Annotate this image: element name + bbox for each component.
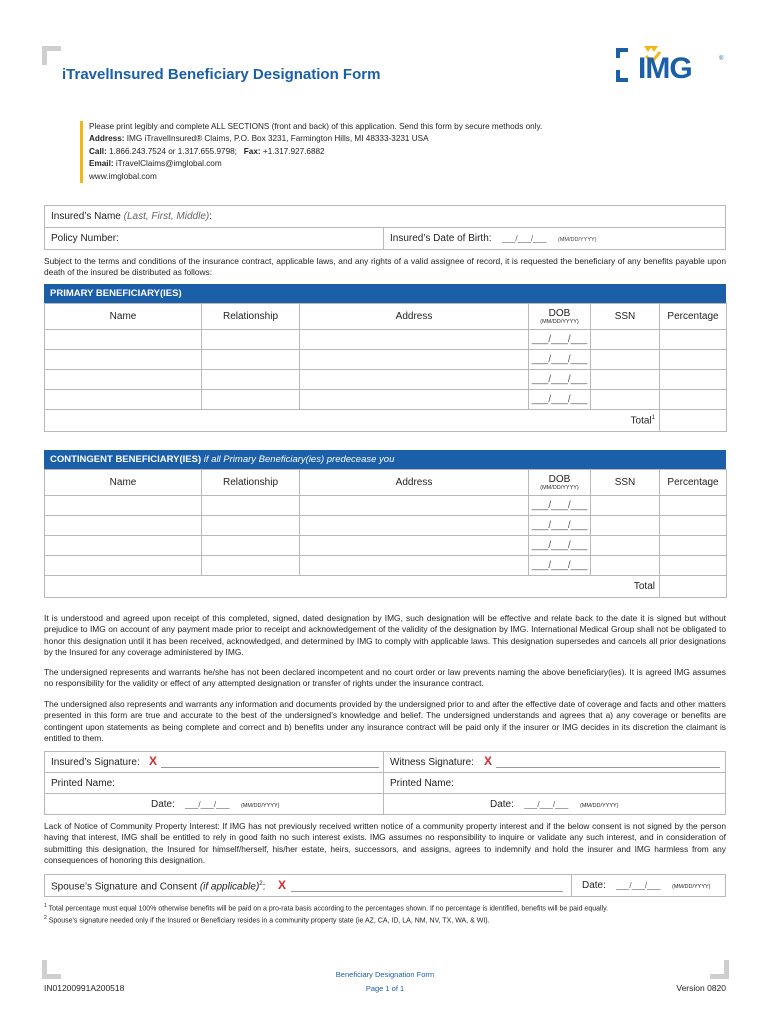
logo-registered: ® bbox=[719, 56, 724, 62]
col-relationship: Relationship bbox=[202, 470, 300, 496]
intro-address: Address: IMG iTravelInsured® Claims, P.O. Box 3231, Farmington Hills, MI 48333-3231 USA bbox=[89, 134, 429, 144]
signature-x-mark: X bbox=[484, 754, 493, 768]
form-code: IN01200991A200518 bbox=[44, 983, 125, 993]
printed-name-label: Printed Name: bbox=[51, 778, 115, 789]
corner-mark-bottom-right bbox=[710, 960, 729, 979]
contingent-beneficiary-heading: CONTINGENT BENEFICIARY(IES) if all Primary Beneficiary(ies) predecease you bbox=[44, 450, 726, 469]
intro-phone: Call: 1.866.243.7524 or 1.317.655.9798; Fax: +1.317.927.6882 bbox=[89, 146, 325, 156]
insured-name-label: Insured’s Name bbox=[51, 211, 121, 222]
agreement-paragraph-1: It is understood and agreed upon receipt of this completed, signed, dated designation by IMG, such designation will be effective and relate back to the date it is signed but without prejudice to IMG on account of any payment made prior to receipt and acknowledgement of the validity of the designation by IMG. International Medical Group shall not be obligated to honor this designation until it has been received, acknowledged, and determined by IMG to comply with applicable laws. This designation supersedes and cancels all prior designations by the Insured for any coverage administered by IMG. bbox=[44, 613, 726, 658]
community-property-paragraph: Lack of Notice of Community Property Interest: If IMG has not previously received written notice of a community property interest and if the below consent is not signed by the person having that interest, IMG shall be entitled to rely in good faith no such interest exists. IMG assumes no responsibility to inquire or validate any such interest, and in consideration of submitting this designation, the Insured for himself/herself, his/her estate, heirs, successors, and assigns, agrees to indemnify and hold the insurer and IMG harmless from any consequences of honoring this designation. bbox=[44, 821, 726, 866]
spouse-date-field[interactable] bbox=[571, 874, 726, 897]
primary-total-label: Total$^1$ bbox=[45, 410, 660, 432]
witness-signature-field[interactable] bbox=[383, 751, 726, 773]
signature-x-mark: X bbox=[278, 878, 287, 892]
signature-x-mark: X bbox=[149, 754, 158, 768]
col-percentage: Percentage bbox=[660, 304, 727, 330]
witness-printed-name-field[interactable] bbox=[383, 772, 726, 794]
corner-mark-top-left bbox=[42, 46, 61, 65]
date-label: Date: bbox=[490, 799, 514, 810]
date-label: Date: bbox=[151, 799, 175, 810]
date-format: (MM/DD/YYYY) bbox=[672, 884, 711, 890]
witness-date-field[interactable] bbox=[383, 793, 726, 815]
col-dob: DOB (MM/DD/YYYY) bbox=[529, 304, 591, 330]
col-name: Name bbox=[45, 304, 202, 330]
col-name: Name bbox=[45, 470, 202, 496]
insured-signature-label: Insured’s Signature: bbox=[51, 757, 140, 768]
version-label: Version 0820 bbox=[676, 983, 726, 993]
agreement-paragraph-3: The undersigned also represents and warrants any information and documents provided by the undersigned prior to and after the effective date of coverage and facts and other matters presented in this form are true and accurate to the best of the undersigned’s knowledge and belief. The undersigned understands and agrees that a) any coverage or benefits are contingent upon statements as being complete and correct and b) benefits under any insurance contract will be paid only if the insurer or IMG decides in its discretion the claimant is entitled to them. bbox=[44, 699, 726, 744]
footer-form-name: Beneficiary Designation Form bbox=[335, 970, 435, 979]
table-row[interactable]: ___/___/___ bbox=[45, 516, 727, 536]
contingent-header-row bbox=[45, 470, 727, 496]
contingent-total-row bbox=[45, 576, 727, 598]
policy-number-field[interactable] bbox=[44, 227, 384, 250]
policy-number-label: Policy Number: bbox=[51, 233, 119, 244]
date-format: (MM/DD/YYYY) bbox=[241, 803, 280, 809]
insured-name-field[interactable]: Insured’s Name (Last, First, Middle): bbox=[44, 205, 726, 228]
contingent-total-label: Total bbox=[45, 576, 660, 598]
insured-date-field[interactable] bbox=[44, 793, 384, 815]
table-row[interactable]: ___/___/___ bbox=[45, 330, 727, 350]
subject-text: Subject to the terms and conditions of the insurance contract, applicable laws, and any rights of a valid assignee of record, it is requested the beneficiary of any benefits payable upon death of the insured be distributed as follows: bbox=[44, 256, 726, 278]
img-logo bbox=[616, 42, 726, 86]
col-address: Address bbox=[300, 304, 529, 330]
logo-text: IMG bbox=[638, 52, 692, 85]
footnote-2: $^2$ Spouse’s signature needed only if the Insured or Beneficiary resides in a community property state (ie AZ, CA, ID, LA, NM, NV, TX, WA, & WI). bbox=[44, 915, 490, 925]
table-row[interactable]: ___/___/___ bbox=[45, 536, 727, 556]
printed-name-label: Printed Name: bbox=[390, 778, 454, 789]
primary-beneficiary-table bbox=[44, 303, 727, 432]
date-blank: ___/___/___ bbox=[185, 800, 230, 809]
insured-dob-field[interactable] bbox=[383, 227, 726, 250]
intro-website[interactable]: www.imglobal.com bbox=[89, 171, 157, 181]
table-row[interactable]: ___/___/___ bbox=[45, 556, 727, 576]
spouse-signature-label: Spouse’s Signature and Consent bbox=[51, 881, 198, 893]
insured-name-hint: (Last, First, Middle) bbox=[123, 211, 210, 222]
table-row[interactable]: ___/___/___ bbox=[45, 370, 727, 390]
footnote-1: $^1$ Total percentage must equal 100% otherwise benefits will be paid on a pro-rata basis according to the percentages shown. If no percentage is identified, benefits will be paid equally. bbox=[44, 903, 609, 913]
col-ssn: SSN bbox=[591, 470, 660, 496]
primary-total-field[interactable] bbox=[660, 410, 727, 432]
date-label: Date: bbox=[582, 880, 606, 891]
date-blank: ___/___/___ bbox=[524, 800, 569, 809]
primary-total-row bbox=[45, 410, 727, 432]
insured-signature-field[interactable] bbox=[44, 751, 384, 773]
form-title: iTravelInsured Beneficiary Designation Form bbox=[62, 66, 381, 83]
contingent-beneficiary-table bbox=[44, 469, 727, 598]
insured-printed-name-field[interactable] bbox=[44, 772, 384, 794]
col-dob: DOB (MM/DD/YYYY) bbox=[529, 470, 591, 496]
spouse-signature-hint: (if applicable) bbox=[199, 881, 260, 893]
col-ssn: SSN bbox=[591, 304, 660, 330]
table-row[interactable]: ___/___/___ bbox=[45, 496, 727, 516]
date-format: (MM/DD/YYYY) bbox=[580, 803, 619, 809]
table-row[interactable]: ___/___/___ bbox=[45, 390, 727, 410]
insured-dob-format: (MM/DD/YYYY) bbox=[558, 237, 597, 243]
primary-header-row bbox=[45, 304, 727, 330]
intro-instructions: Please print legibly and complete ALL SECTIONS (front and back) of this application. Send this form by secure methods only. bbox=[89, 122, 543, 131]
intro-email: Email: iTravelClaims@imglobal.com bbox=[89, 159, 222, 169]
insured-dob-blank: ___/___/___ bbox=[502, 234, 547, 243]
page-number: Page 1 of 1 bbox=[365, 984, 405, 993]
corner-mark-bottom-left bbox=[42, 960, 61, 979]
date-blank: ___/___/___ bbox=[616, 881, 661, 890]
intro-block bbox=[80, 121, 542, 183]
witness-signature-label: Witness Signature: bbox=[390, 757, 474, 768]
primary-beneficiary-heading: PRIMARY BENEFICIARY(IES) bbox=[44, 284, 726, 303]
insured-dob-label: Insured’s Date of Birth: bbox=[390, 233, 492, 244]
col-address: Address bbox=[300, 470, 529, 496]
col-relationship: Relationship bbox=[202, 304, 300, 330]
spouse-signature-field[interactable]: Spouse’s Signature and Consent (if applicable)$^2$: X bbox=[44, 874, 572, 897]
agreement-paragraph-2: The undersigned represents and warrants he/she has not been declared incompetent and no court order or law prevents naming the above beneficiary(ies). It is agreed IMG assumes no responsibility for the validity or effect of any attempted designation or transfer of rights under the insurance contract. bbox=[44, 667, 726, 689]
col-percentage: Percentage bbox=[660, 470, 727, 496]
contingent-total-field[interactable] bbox=[660, 576, 727, 598]
table-row[interactable]: ___/___/___ bbox=[45, 350, 727, 370]
